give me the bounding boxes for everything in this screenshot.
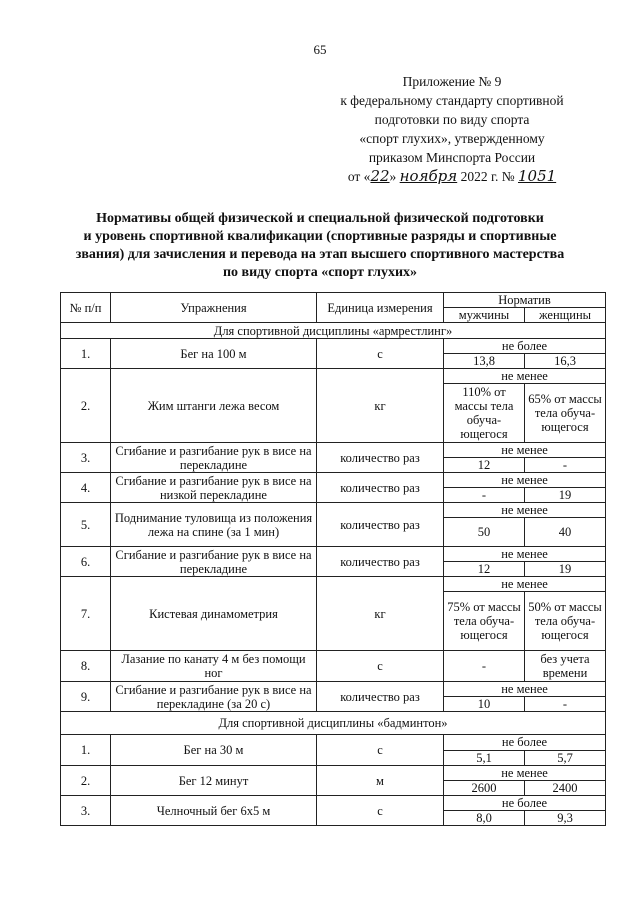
section-armwrestling: Для спортивной дисциплины «армрестлинг» bbox=[61, 323, 606, 339]
header-men: мужчины bbox=[444, 308, 525, 323]
row-condition: не менее bbox=[444, 443, 606, 458]
appendix-date-line bbox=[302, 167, 602, 186]
row-unit: с bbox=[317, 339, 444, 369]
row-women: 9,3 bbox=[525, 811, 606, 826]
row-condition: не менее bbox=[444, 577, 606, 592]
row-num: 3. bbox=[61, 796, 111, 826]
appendix-line-2: к федеральному стандарту спортивной bbox=[340, 93, 564, 108]
row-num: 1. bbox=[61, 339, 111, 369]
page-number: 65 bbox=[313, 42, 327, 57]
row-unit: с bbox=[317, 796, 444, 826]
row-women: 50% от массы тела обуча-ющегося bbox=[525, 592, 606, 651]
row-condition: не более bbox=[444, 796, 606, 811]
row-women: - bbox=[525, 697, 606, 712]
header-norm: Норматив bbox=[444, 293, 606, 308]
row-condition: не более bbox=[444, 735, 606, 751]
row-men: 5,1 bbox=[444, 750, 525, 766]
row-women: 19 bbox=[525, 562, 606, 577]
row-men: 10 bbox=[444, 697, 525, 712]
row-condition: не менее bbox=[444, 682, 606, 697]
row-unit: количество раз bbox=[317, 503, 444, 547]
row-men: 8,0 bbox=[444, 811, 525, 826]
row-exercise: Сгибание и разгибание рук в висе на перекладине bbox=[111, 443, 317, 473]
row-num: 8. bbox=[61, 651, 111, 682]
row-num: 5. bbox=[61, 503, 111, 547]
row-women: 2400 bbox=[525, 781, 606, 796]
row-condition: не менее bbox=[444, 547, 606, 562]
handwritten-number: 1051 bbox=[517, 167, 557, 185]
row-women: 65% от массы тела обуча-ющегося bbox=[525, 384, 606, 443]
row-exercise: Бег 12 минут bbox=[111, 766, 317, 796]
row-num: 6. bbox=[61, 547, 111, 577]
document-title bbox=[40, 210, 600, 282]
row-men: 13,8 bbox=[444, 354, 525, 369]
header-exercise: Упражнения bbox=[111, 293, 317, 323]
row-condition: не менее bbox=[444, 766, 606, 781]
handwritten-day: 22 bbox=[370, 167, 390, 185]
appendix-line-3: подготовки по виду спорта bbox=[374, 112, 530, 127]
title-line-4: по виду спорта «спорт глухих» bbox=[222, 265, 418, 280]
header-unit: Единица измерения bbox=[317, 293, 444, 323]
row-exercise: Кистевая динамометрия bbox=[111, 577, 317, 651]
row-men: - bbox=[444, 488, 525, 503]
row-exercise: Поднимание туловища из положения лежа на спине (за 1 мин) bbox=[111, 503, 317, 547]
appendix-line-5: приказом Минспорта России bbox=[368, 150, 536, 165]
row-condition: не менее bbox=[444, 503, 606, 518]
row-men: 12 bbox=[444, 458, 525, 473]
row-num: 1. bbox=[61, 735, 111, 766]
row-exercise: Сгибание и разгибание рук в висе на перекладине (за 20 с) bbox=[111, 682, 317, 712]
date-prefix: от « bbox=[347, 169, 371, 184]
row-men: 2600 bbox=[444, 781, 525, 796]
row-unit: с bbox=[317, 651, 444, 682]
appendix-line-1: Приложение № 9 bbox=[402, 74, 502, 89]
row-exercise: Сгибание и разгибание рук в висе на низкой перекладине bbox=[111, 473, 317, 503]
row-unit: кг bbox=[317, 369, 444, 443]
row-men: 12 bbox=[444, 562, 525, 577]
row-men: 110% от массы тела обуча-ющегося bbox=[444, 384, 525, 443]
header-num: № п/п bbox=[61, 293, 111, 323]
date-mid: » bbox=[389, 169, 397, 184]
title-line-3: звания) для зачисления и перевода на этап высшего спортивного мастерства bbox=[75, 247, 565, 262]
title-line-2: и уровень спортивной квалификации (спортивные разряды и спортивные bbox=[83, 229, 557, 244]
row-unit: количество раз bbox=[317, 443, 444, 473]
row-men: 75% от массы тела обуча-ющегося bbox=[444, 592, 525, 651]
header-women: женщины bbox=[525, 308, 606, 323]
row-unit: количество раз bbox=[317, 682, 444, 712]
row-women: 19 bbox=[525, 488, 606, 503]
row-num: 3. bbox=[61, 443, 111, 473]
row-unit: м bbox=[317, 766, 444, 796]
row-exercise: Лазание по канату 4 м без помощи ног bbox=[111, 651, 317, 682]
row-num: 2. bbox=[61, 766, 111, 796]
row-women: - bbox=[525, 458, 606, 473]
date-year: 2022 г. № bbox=[460, 169, 515, 184]
row-condition: не менее bbox=[444, 473, 606, 488]
row-exercise: Челночный бег 6х5 м bbox=[111, 796, 317, 826]
row-women: 16,3 bbox=[525, 354, 606, 369]
row-num: 7. bbox=[61, 577, 111, 651]
row-exercise: Жим штанги лежа весом bbox=[111, 369, 317, 443]
row-exercise: Бег на 30 м bbox=[111, 735, 317, 766]
row-unit: кг bbox=[317, 577, 444, 651]
row-exercise: Бег на 100 м bbox=[111, 339, 317, 369]
row-men: - bbox=[444, 651, 525, 682]
row-unit: количество раз bbox=[317, 473, 444, 503]
appendix-line-4: «спорт глухих», утвержденному bbox=[359, 131, 545, 146]
row-men: 50 bbox=[444, 518, 525, 547]
row-num: 4. bbox=[61, 473, 111, 503]
standards-table bbox=[60, 292, 606, 826]
row-num: 2. bbox=[61, 369, 111, 443]
row-num: 9. bbox=[61, 682, 111, 712]
row-women: без учета времени bbox=[525, 651, 606, 682]
row-women: 5,7 bbox=[525, 750, 606, 766]
section-badminton: Для спортивной дисциплины «бадминтон» bbox=[61, 712, 606, 735]
appendix-header bbox=[302, 72, 602, 186]
row-unit: с bbox=[317, 735, 444, 766]
handwritten-month: ноября bbox=[399, 167, 458, 185]
row-unit: количество раз bbox=[317, 547, 444, 577]
row-condition: не более bbox=[444, 339, 606, 354]
title-line-1: Нормативы общей физической и специальной физической подготовки bbox=[96, 211, 544, 226]
row-condition: не менее bbox=[444, 369, 606, 384]
row-women: 40 bbox=[525, 518, 606, 547]
row-exercise: Сгибание и разгибание рук в висе на перекладине bbox=[111, 547, 317, 577]
